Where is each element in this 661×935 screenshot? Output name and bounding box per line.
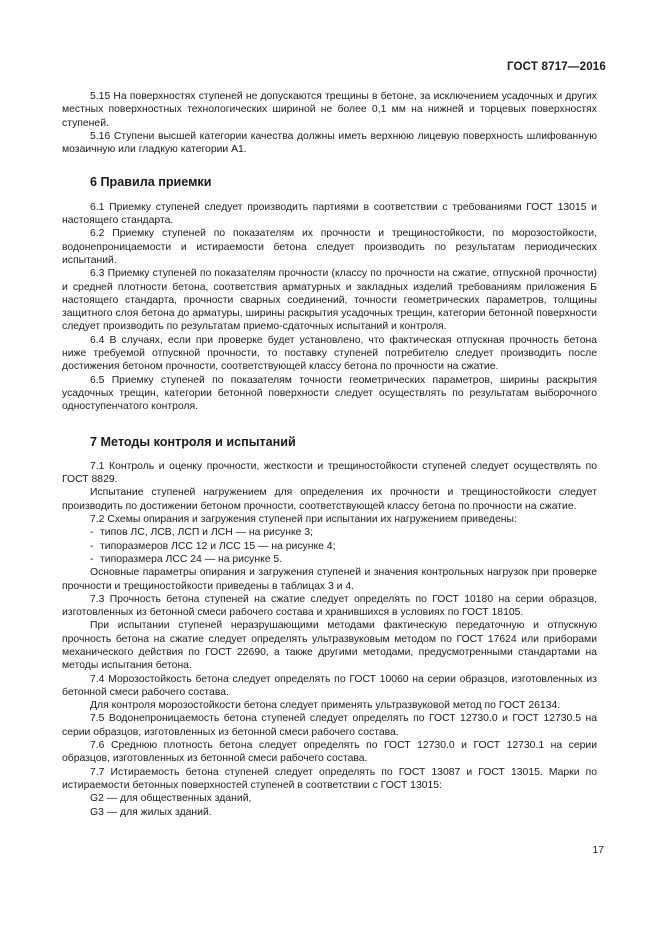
- clause-6-3: 6.3 Приемку ступеней по показателям прочности (классу по прочности на сжатие, отпускной прочности) и средней плотности бетона, соответствия арматурных и закладных изделий требованиям приложения Б настоящего стандарта, прочности сварных соединений, точности геометрических параметров, толщины защитного слоя бетона до арматуры, ширины раскрытия усадочных трещин, категории бетонной поверхности следует производить по результатам приемо-сдаточных испытаний и контроля.: [62, 268, 597, 333]
- clause-7-7: 7.7 Истираемость бетона ступеней следует определять по ГОСТ 13087 и ГОСТ 13015. Марки по истираемости бетонных поверхностей ступеней в соответствии с ГОСТ 13015:: [62, 766, 597, 791]
- clause-5-16: 5.16 Ступени высшей категории качества должны иметь верхнюю лицевую поверхность шлифованную мозаичную или гладкую категории А1.: [62, 130, 597, 156]
- clause-5-15: 5.15 На поверхностях ступеней не допускаются трещины в бетоне, за исключением усадочных и других местных поверхностных технологических шириной не более 0,1 мм на нижней и торцевых поверхностях ступеней.: [62, 91, 597, 129]
- clause-7-3-note: При испытании ступеней неразрушающими методами фактическую передаточную и отпускную прочность бетона на сжатие следует определять ультразвуковым методом по ГОСТ 17624 или приборами механического действия по ГОСТ 22690, а также другими методами, предусмотренными стандартами на методы испытания бетона.: [62, 620, 597, 672]
- clause-6-4: 6.4 В случаях, если при проверке будет установлено, что фактическая отпускная прочность бетона ниже требуемой отпускной прочности, то поставку ступеней потребителю следует производить после достижения бетоном прочности, соответствующей классу бетона по прочности на сжатие.: [62, 334, 597, 373]
- clause-7-5: 7.5 Водонепроницаемость бетона ступеней следует определять по ГОСТ 12730.0 и ГОСТ 12730.5 на серии образцов, изготовленных из бетонной смеси рабочего состава.: [62, 713, 597, 738]
- clause-7-1-note: Испытание ступеней нагружением для определения их прочности и трещиностойкости следует производить по достижении бетоном прочности, соответствующей классу бетона по прочности на сжатие.: [62, 487, 597, 512]
- list-item: [62, 553, 597, 566]
- clause-7-4-note: Для контроля морозостойкости бетона следует применять ультразвуковой метод по ГОСТ 26134.: [90, 700, 561, 712]
- list-item-text: типов ЛС, ЛСВ, ЛСП и ЛСН — на рисунке 3;: [100, 527, 313, 539]
- grade-g3: G3 — для жилых зданий.: [90, 806, 212, 818]
- clause-6-1: 6.1 Приемку ступеней следует производить партиями в соответствии с требованиями ГОСТ 13015 и настоящего стандарта.: [62, 201, 597, 227]
- clause-7-4: 7.4 Морозостойкость бетона следует определять по ГОСТ 10060 на серии образцов, изготовленных из бетонной смеси рабочего состава.: [62, 673, 597, 698]
- document-body: [62, 90, 597, 819]
- grade-g2: G2 — для общественных зданий,: [90, 793, 252, 805]
- clause-7-3: 7.3 Прочность бетона ступеней на сжатие следует определять по ГОСТ 10180 на серии образцов, изготовленных из бетонной смеси рабочего состава и хранившихся в условиях по ГОСТ 18105.: [62, 593, 597, 619]
- document-code-header: ГОСТ 8717—2016: [506, 61, 606, 73]
- list-dash: -: [90, 527, 94, 539]
- section-7-heading: 7 Методы контроля и испытаний: [90, 434, 296, 449]
- page-number: 17: [592, 845, 604, 856]
- clause-7-1: 7.1 Контроль и оценку прочности, жесткости и трещиностойкости ступеней следует осуществлять по ГОСТ 8829.: [62, 460, 597, 486]
- clause-6-5: 6.5 Приемку ступеней по показателям точности геометрических параметров, ширины раскрытия усадочных трещин, категории бетонной поверхности следует осуществлять по результатам выборочного одноступенчатого контроля.: [62, 374, 597, 413]
- clause-7-2: 7.2 Схемы опирания и загружения ступеней при испытании их нагружением приведены:: [90, 514, 517, 526]
- clause-7-2-note: Основные параметры опирания и загружения ступеней и значения контрольных нагрузок при проверке прочности и трещиностойкости приведены в таблицах 3 и 4.: [62, 567, 597, 592]
- section-6-heading: 6 Правила приемки: [90, 175, 212, 190]
- list-dash: -: [90, 553, 94, 565]
- list-item-text: типоразмера ЛСС 24 — на рисунке 5.: [100, 553, 283, 565]
- clause-6-2: 6.2 Приемку ступеней по показателям их прочности и трещиностойкости, по морозостойкости, водонепроницаемости и истираемости бетона следует производить по результатам периодических испытаний.: [62, 228, 597, 266]
- list-item: [62, 526, 597, 539]
- clause-7-6: 7.6 Среднюю плотность бетона следует определять по ГОСТ 12730.0 и ГОСТ 12730.1 на серии образцов, изготовленных из бетонной смеси рабочего состава.: [62, 740, 597, 765]
- list-item: [62, 540, 597, 553]
- list-item-text: типоразмеров ЛСС 12 и ЛСС 15 — на рисунке 4;: [100, 540, 336, 552]
- list-dash: -: [90, 540, 94, 552]
